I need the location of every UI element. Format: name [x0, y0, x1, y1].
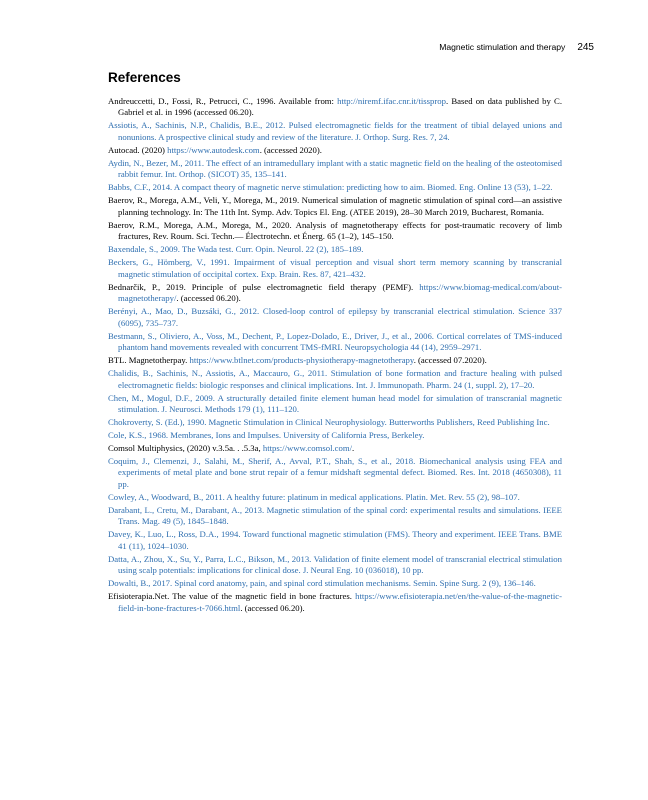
reference-text: Coquim, J., Clemenzi, J., Salahi, M., Sherif, A., Avval, P.T., Shah, S., et al., 2018. Biomechanical analysis using FEA and experiments of metal plate and bone strut repair of a femur midshaft segmental defect. Biomed. Res. Int. 2018 (4650308), 11 pp.: [108, 455, 562, 489]
references-heading: References: [108, 70, 181, 85]
reference-entry[interactable]: [108, 244, 562, 255]
reference-entry[interactable]: [108, 417, 562, 428]
reference-text: Baerov, R.M., Morega, A.M., Morega, M., 2020. Analysis of magnetotherapy effects for post-traumatic recovery of limb fractures, Rev. Roum. Sci. Techn.— Électrotechn. et Énerg. 65 (1–2), 145–150.: [108, 219, 562, 242]
reference-text: Cowley, A., Woodward, B., 2011. A healthy future: platinum in medical applications. Platin. Met. Rev. 55 (2), 98–107.: [108, 491, 520, 502]
reference-text: Dowalti, B., 2017. Spinal cord anatomy, pain, and spinal cord stimulation mechanisms. Semin. Spine Surg. 2 (9), 136–146.: [108, 578, 536, 589]
reference-entry[interactable]: [108, 331, 562, 354]
reference-entry: [108, 145, 562, 156]
reference-suffix: .: [352, 442, 355, 453]
reference-entry[interactable]: [108, 393, 562, 416]
reference-text: Baxendale, S., 2009. The Wada test. Curr. Opin. Neurol. 22 (2), 185–189.: [108, 244, 364, 255]
reference-suffix: . Based on data published by C. Gabriel et al. in 1996 (accessed 06.20).: [118, 96, 562, 118]
reference-text: Bednarčik, P., 2019. Principle of pulse electromagnetic field therapy (PEMF).: [108, 281, 420, 292]
reference-text: Cole, K.S., 1968. Membranes, Ions and Impulses. University of California Press, Berkeley.: [108, 429, 425, 440]
reference-entry[interactable]: [108, 430, 562, 441]
reference-entry: [108, 443, 562, 454]
page-number: 245: [577, 42, 594, 53]
reference-entry[interactable]: [108, 158, 562, 181]
reference-entry: [108, 591, 562, 614]
reference-text: Beckers, G., Hömberg, V., 1991. Impairment of visual perception and visual short term memory scanning by transcranial magnetic stimulation of occipital cortex. Exp. Brain. Res. 87, 421–432.: [108, 257, 562, 279]
reference-text: Baerov, R., Morega, A.M., Veli, Y., Morega, M., 2019. Numerical simulation of magnetic stimulation of spinal cord—an assistive planning technology. In: The 11th Int. Symp. Adv. Topics El. Eng. (ATEE 2019), 28–30 March 2019, Bucharest, Romania.: [108, 195, 562, 217]
reference-text: Chokroverty, S. (Ed.), 1990. Magnetic Stimulation in Clinical Neurophysiology. Butterworths Publishers, Reed Publishing Inc.: [108, 416, 550, 427]
reference-entry[interactable]: [108, 529, 562, 552]
reference-entry: [108, 282, 562, 305]
reference-entry[interactable]: [108, 257, 562, 280]
reference-text: Datta, A., Zhou, X., Su, Y., Parra, L.C., Bikson, M., 2013. Validation of finite element model of transcranial electrical stimulation using scalp potentials: implications for clinical dose. J. Neural Eng. 10 (036018), 10 pp.: [108, 553, 562, 576]
reference-entry[interactable]: [108, 182, 562, 193]
reference-entry: [108, 355, 562, 366]
reference-url-link[interactable]: https://www.comsol.com/: [262, 442, 353, 453]
reference-text: Berényi, A., Mao, D., Buzsáki, G., 2012. Closed-loop control of epilepsy by transcranial electrical stimulation. Science 337 (6095), 735–737.: [108, 306, 562, 328]
reference-suffix: . (accessed 2020).: [259, 144, 322, 155]
reference-entry[interactable]: [108, 456, 562, 490]
reference-text: Andreuccetti, D., Fossi, R., Petrucci, C., 1996. Available from:: [108, 96, 338, 106]
reference-text: Aydin, N., Bezer, M., 2011. The effect of an intramedullary implant with a static magnetic field on the healing of the osteotomised rabbit femur. Int. Orthop. (SICOT) 35, 135–141.: [108, 157, 562, 180]
reference-text: BTL. Magnetotherpay.: [108, 355, 190, 366]
reference-text: Bestmann, S., Oliviero, A., Voss, M., Dechent, P., Lopez-Dolado, E., Driver, J., et al., 2006. Cortical correlates of TMS-induced phantom hand movements revealed with concurrent TMS-fMRI. Neuropsychologia 44 (14), 2959–2971.: [108, 330, 562, 353]
reference-entry[interactable]: [108, 554, 562, 577]
reference-entry[interactable]: [108, 505, 562, 528]
reference-suffix: . (accessed 06.20).: [176, 293, 241, 304]
reference-text: Babbs, C.F., 2014. A compact theory of magnetic nerve stimulation: predicting how to aim. Biomed. Eng. Online 13 (53), 1–22.: [108, 182, 553, 193]
reference-entry: [108, 195, 562, 218]
reference-url-link[interactable]: http://niremf.ifac.cnr.it/tissprop: [337, 96, 446, 106]
reference-list: [108, 96, 562, 616]
reference-entry[interactable]: [108, 492, 562, 503]
reference-text: Darabant, L., Cretu, M., Darabant, A., 2013. Magnetic stimulation of the spinal cord: experimental results and simulations. IEEE Trans. Mag. 49 (5), 1845–1848.: [108, 504, 562, 527]
reference-text: Chalidis, B., Sachinis, N., Assiotis, A., Maccauro, G., 2011. Stimulation of bone formation and fracture healing with pulsed electromagnetic fields: biologic responses and clinical implications. Int. J. Immunopath. Pharm. 24 (1, suppl. 2), 17–20.: [108, 368, 562, 390]
reference-text: Assiotis, A., Sachinis, N.P., Chalidis, B.E., 2012. Pulsed electromagnetic fields for the treatment of tibial delayed unions and nonunions. A prospective clinical study and review of the literature. J. Orthop. Surg. Res. 7, 24.: [108, 120, 562, 142]
reference-url-link[interactable]: https://www.efisioterapia.net/en/the-value-of-the-magnetic-field-in-bone-fractures-t-7066.html: [118, 591, 562, 613]
reference-entry[interactable]: [108, 578, 562, 589]
reference-text: Efisioterapia.Net. The value of the magnetic field in bone fractures.: [108, 591, 356, 602]
reference-suffix: . (accessed 06.20).: [240, 602, 305, 613]
reference-entry[interactable]: [108, 306, 562, 329]
reference-text: Autocad. (2020): [108, 144, 168, 155]
reference-text: Comsol Multiphysics, (2020) v.3.5a. . .5.3a,: [108, 442, 263, 453]
reference-entry[interactable]: [108, 120, 562, 143]
reference-url-link[interactable]: https://www.biomag-medical.com/about-magnetotherapy/: [118, 281, 562, 304]
reference-url-link[interactable]: https://www.btlnet.com/products-physiotherapy-magnetotherapy: [189, 355, 414, 366]
running-title: Magnetic stimulation and therapy: [439, 42, 566, 52]
reference-suffix: . (accessed 07.2020).: [413, 355, 487, 366]
reference-entry: [108, 96, 562, 119]
reference-text: Chen, M., Mogul, D.F., 2009. A structurally detailed finite element human head model for simulation of transcranial magnetic stimulation. J. Neurosci. Methods 179 (1), 111–120.: [108, 392, 562, 414]
reference-entry: [108, 220, 562, 243]
reference-entry[interactable]: [108, 368, 562, 391]
reference-text: Davey, K., Luo, L., Ross, D.A., 1994. Toward functional magnetic stimulation (FMS). Theory and experiment. IEEE Trans. BME 41 (11), 1024–1030.: [108, 529, 562, 551]
reference-url-link[interactable]: https://www.autodesk.com: [167, 144, 260, 155]
running-header: [439, 42, 594, 53]
